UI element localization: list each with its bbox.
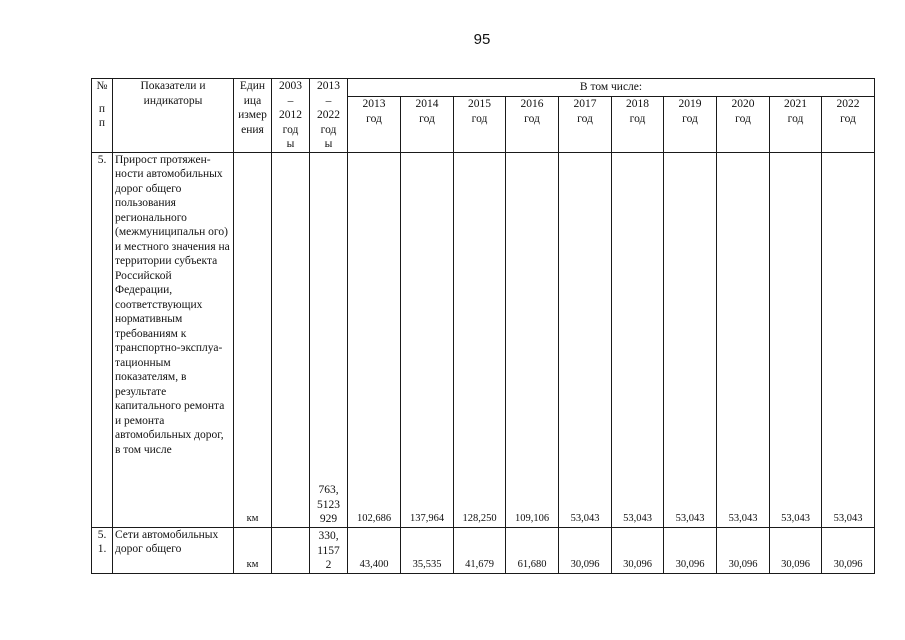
row-value: 30,096 <box>717 527 770 573</box>
row-period-2013-2022: 330, 1157 2 <box>310 527 348 573</box>
header-period-2003-2012: 2003 – 2012 год ы <box>272 79 310 153</box>
header-num: № п п <box>92 79 113 153</box>
header-year: 2013 год <box>348 97 401 152</box>
header-year: 2017 год <box>559 97 612 152</box>
row-indicator: Прирост протяжен-ности автомобильных дорог общего пользования регионального (межмуниципальн ого) и местного значения на территории субъекта Российской Федерации, соответствующих нормативным требованиям к транспортно-эксплуа-тационным показателям, в результате капитального ремонта и ремонта автомобильных дорог, в том числе <box>113 152 234 527</box>
header-including: В том числе: <box>348 79 875 97</box>
row-number: 5. 1. <box>92 527 113 573</box>
header-year: 2016 год <box>506 97 559 152</box>
row-number: 5. <box>92 152 113 527</box>
header-year: 2021 год <box>770 97 822 152</box>
row-value: 61,680 <box>506 527 559 573</box>
header-year: 2014 год <box>401 97 454 152</box>
row-value: 41,679 <box>454 527 506 573</box>
page-number: 95 <box>473 31 491 48</box>
row-period-2003-2012 <box>272 527 310 573</box>
header-year: 2018 год <box>612 97 664 152</box>
row-value: 43,400 <box>348 527 401 573</box>
row-value: 30,096 <box>770 527 822 573</box>
row-value: 102,686 <box>348 152 401 527</box>
row-value: 30,096 <box>559 527 612 573</box>
header-year: 2015 год <box>454 97 506 152</box>
row-unit: км <box>234 527 272 573</box>
row-value: 53,043 <box>822 152 875 527</box>
row-value: 128,250 <box>454 152 506 527</box>
row-value: 30,096 <box>822 527 875 573</box>
row-value: 30,096 <box>664 527 717 573</box>
row-value: 53,043 <box>612 152 664 527</box>
row-indicator: Сети автомобильных дорог общего <box>113 527 234 573</box>
header-year: 2020 год <box>717 97 770 152</box>
row-value: 53,043 <box>559 152 612 527</box>
header-period-2013-2022: 2013 – 2022 год ы <box>310 79 348 153</box>
header-year: 2022 год <box>822 97 875 152</box>
row-value: 53,043 <box>717 152 770 527</box>
row-period-2013-2022: 763, 5123 929 <box>310 152 348 527</box>
row-period-2003-2012 <box>272 152 310 527</box>
row-value: 30,096 <box>612 527 664 573</box>
table-row <box>92 152 875 527</box>
header-unit: Един ица измер ения <box>234 79 272 153</box>
table-row <box>92 527 875 573</box>
row-value: 109,106 <box>506 152 559 527</box>
header-row <box>92 79 875 97</box>
row-value: 53,043 <box>664 152 717 527</box>
row-value: 53,043 <box>770 152 822 527</box>
header-indicator: Показатели и индикаторы <box>113 79 234 153</box>
header-year: 2019 год <box>664 97 717 152</box>
indicators-table <box>91 78 875 574</box>
row-unit: км <box>234 152 272 527</box>
row-value: 35,535 <box>401 527 454 573</box>
row-value: 137,964 <box>401 152 454 527</box>
